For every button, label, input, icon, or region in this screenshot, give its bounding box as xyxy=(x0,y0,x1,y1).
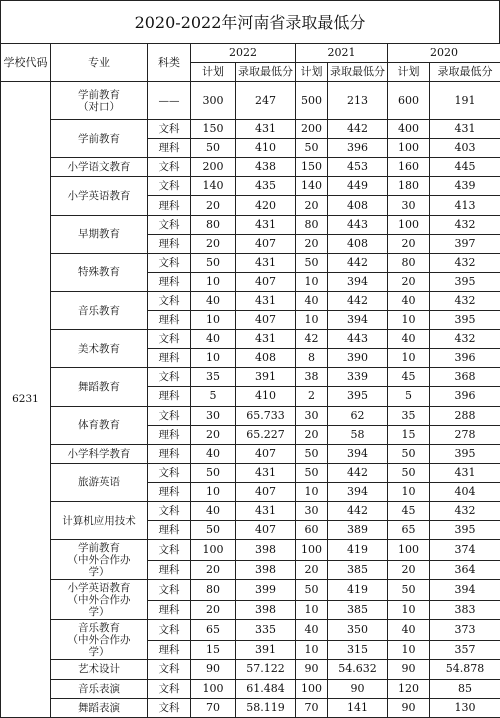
header-year-2020: 2020 xyxy=(388,44,500,63)
subject-cell: 文科 xyxy=(148,580,191,601)
value-cell: 10 xyxy=(296,641,328,660)
value-cell: 431 xyxy=(236,501,296,520)
subject-cell: 理科 xyxy=(148,272,191,291)
major-cell: 计算机应用技术 xyxy=(51,501,148,539)
value-cell: 395 xyxy=(328,387,388,406)
value-cell: 62 xyxy=(328,406,388,425)
table-row xyxy=(1,620,500,641)
value-cell: 10 xyxy=(296,311,328,330)
value-cell: 45 xyxy=(388,368,430,387)
value-cell: 130 xyxy=(430,698,500,717)
value-cell: 442 xyxy=(328,463,388,482)
table-row xyxy=(1,82,500,101)
value-cell: 398 xyxy=(236,561,296,580)
header-subject: 科类 xyxy=(148,44,191,82)
value-cell: 357 xyxy=(430,641,500,660)
value-cell: 20 xyxy=(191,601,236,620)
header-school-code: 学校代码 xyxy=(1,44,51,82)
subject-cell: 理科 xyxy=(148,521,191,540)
subject-cell: 理科 xyxy=(148,196,191,215)
value-cell: 2 xyxy=(296,387,328,406)
major-cell: 小学语文教育 xyxy=(51,158,148,177)
value-cell: 15 xyxy=(191,641,236,660)
value-cell: 335 xyxy=(236,620,296,641)
value-cell: 141 xyxy=(328,698,388,717)
value-cell: 42 xyxy=(296,330,328,349)
subject-cell: 文科 xyxy=(148,215,191,234)
value-cell: 383 xyxy=(430,601,500,620)
major-cell: 音乐教育 （中外合作办 学） xyxy=(51,620,148,660)
subject-cell: 理科 xyxy=(148,482,191,501)
value-cell: 391 xyxy=(236,641,296,660)
value-cell: 80 xyxy=(388,253,430,272)
value-cell: 443 xyxy=(328,215,388,234)
value-cell: 432 xyxy=(430,291,500,310)
value-cell: 395 xyxy=(430,444,500,463)
value-cell: 431 xyxy=(236,463,296,482)
value-cell: 394 xyxy=(328,272,388,291)
major-cell: 学前教育 xyxy=(51,120,148,158)
value-cell: 50 xyxy=(388,580,430,601)
header-plan: 计划 xyxy=(191,63,236,82)
major-cell: 体育教育 xyxy=(51,406,148,444)
value-cell: 395 xyxy=(430,272,500,291)
value-cell: 65 xyxy=(191,620,236,641)
value-cell: 395 xyxy=(430,311,500,330)
value-cell: 438 xyxy=(236,158,296,177)
value-cell: 396 xyxy=(430,387,500,406)
value-cell: 442 xyxy=(328,253,388,272)
value-cell: 389 xyxy=(328,521,388,540)
major-cell: 小学英语教育 （中外合作办 学） xyxy=(51,580,148,620)
major-cell: 音乐教育 xyxy=(51,291,148,329)
value-cell: 40 xyxy=(388,620,430,641)
major-cell: 学前教育 （对口） xyxy=(51,82,148,120)
value-cell: 40 xyxy=(388,330,430,349)
value-cell: 38 xyxy=(296,368,328,387)
value-cell: 20 xyxy=(191,561,236,580)
value-cell: 80 xyxy=(191,580,236,601)
value-cell: 10 xyxy=(191,349,236,368)
value-cell: 397 xyxy=(430,234,500,253)
subject-cell: 文科 xyxy=(148,177,191,196)
major-cell: 舞蹈表演 xyxy=(51,698,148,717)
value-cell: 50 xyxy=(388,444,430,463)
value-cell: 407 xyxy=(236,234,296,253)
value-cell: 180 xyxy=(388,177,430,196)
value-cell: 60 xyxy=(296,521,328,540)
table-row xyxy=(1,444,500,463)
value-cell: 120 xyxy=(388,679,430,698)
value-cell: 600 xyxy=(388,82,430,120)
value-cell: 40 xyxy=(191,444,236,463)
value-cell: 431 xyxy=(430,463,500,482)
value-cell: 10 xyxy=(191,482,236,501)
value-cell: 394 xyxy=(328,444,388,463)
value-cell: 50 xyxy=(388,463,430,482)
value-cell: 65.227 xyxy=(236,425,296,444)
value-cell: 396 xyxy=(328,139,388,158)
subject-cell: 理科 xyxy=(148,561,191,580)
subject-cell: 理科 xyxy=(148,641,191,660)
header-min-score: 录取最低分 xyxy=(328,63,388,82)
subject-cell: 文科 xyxy=(148,660,191,679)
value-cell: 403 xyxy=(430,139,500,158)
value-cell: 431 xyxy=(236,253,296,272)
value-cell: 100 xyxy=(191,540,236,561)
subject-cell: 文科 xyxy=(148,463,191,482)
value-cell: 413 xyxy=(430,196,500,215)
value-cell: 50 xyxy=(296,444,328,463)
major-cell: 特殊教育 xyxy=(51,253,148,291)
value-cell: 432 xyxy=(430,501,500,520)
table-row xyxy=(1,660,500,679)
subject-cell: 文科 xyxy=(148,406,191,425)
major-cell: 舞蹈教育 xyxy=(51,368,148,406)
table-row xyxy=(1,463,500,482)
value-cell: 50 xyxy=(191,253,236,272)
value-cell: 10 xyxy=(388,482,430,501)
value-cell: 15 xyxy=(388,425,430,444)
value-cell: 20 xyxy=(296,425,328,444)
subject-cell: 文科 xyxy=(148,330,191,349)
value-cell: 140 xyxy=(296,177,328,196)
header-min-score: 录取最低分 xyxy=(430,63,500,82)
value-cell: 54.632 xyxy=(328,660,388,679)
value-cell: 385 xyxy=(328,561,388,580)
value-cell: 57.122 xyxy=(236,660,296,679)
value-cell: 407 xyxy=(236,444,296,463)
major-cell: 小学英语教育 xyxy=(51,177,148,215)
value-cell: 439 xyxy=(430,177,500,196)
value-cell: 442 xyxy=(328,291,388,310)
value-cell: 400 xyxy=(388,120,430,139)
school-code-cell: 6231 xyxy=(1,82,51,718)
subject-cell: 文科 xyxy=(148,120,191,139)
value-cell: 10 xyxy=(388,601,430,620)
value-cell: 5 xyxy=(191,387,236,406)
table-row xyxy=(1,406,500,425)
value-cell: 407 xyxy=(236,521,296,540)
value-cell: 40 xyxy=(388,291,430,310)
value-cell: 90 xyxy=(191,660,236,679)
value-cell: 278 xyxy=(430,425,500,444)
table-row xyxy=(1,540,500,561)
major-cell: 美术教育 xyxy=(51,330,148,368)
table-row xyxy=(1,679,500,698)
value-cell: 431 xyxy=(430,120,500,139)
value-cell: 410 xyxy=(236,387,296,406)
value-cell: 390 xyxy=(328,349,388,368)
value-cell: 30 xyxy=(296,406,328,425)
page-title: 2020-2022年河南省录取最低分 xyxy=(0,0,500,43)
value-cell: 432 xyxy=(430,215,500,234)
value-cell: 391 xyxy=(236,368,296,387)
value-cell: 90 xyxy=(296,660,328,679)
value-cell: 45 xyxy=(388,501,430,520)
value-cell: 70 xyxy=(296,698,328,717)
value-cell: 20 xyxy=(388,234,430,253)
table-row xyxy=(1,158,500,177)
value-cell: 213 xyxy=(328,82,388,120)
header-row-years xyxy=(1,44,500,63)
value-cell: 200 xyxy=(296,120,328,139)
value-cell: 431 xyxy=(236,291,296,310)
value-cell: 394 xyxy=(430,580,500,601)
value-cell: 54.878 xyxy=(430,660,500,679)
value-cell: 90 xyxy=(388,660,430,679)
subject-cell: 理科 xyxy=(148,387,191,406)
value-cell: 385 xyxy=(328,601,388,620)
value-cell: 160 xyxy=(388,158,430,177)
value-cell: 85 xyxy=(430,679,500,698)
major-cell: 艺术设计 xyxy=(51,660,148,679)
table-row xyxy=(1,215,500,234)
subject-cell: 文科 xyxy=(148,540,191,561)
value-cell: 398 xyxy=(236,601,296,620)
value-cell: 315 xyxy=(328,641,388,660)
subject-cell: 文科 xyxy=(148,253,191,272)
value-cell: 395 xyxy=(430,521,500,540)
major-cell: 学前教育 （中外合作办 学） xyxy=(51,540,148,580)
value-cell: 20 xyxy=(296,196,328,215)
table-row xyxy=(1,120,500,139)
table-row xyxy=(1,291,500,310)
value-cell: 50 xyxy=(296,139,328,158)
value-cell: 443 xyxy=(328,330,388,349)
value-cell: 408 xyxy=(328,196,388,215)
value-cell: 58.119 xyxy=(236,698,296,717)
value-cell: 373 xyxy=(430,620,500,641)
value-cell: 374 xyxy=(430,540,500,561)
value-cell: 140 xyxy=(191,177,236,196)
value-cell: 100 xyxy=(296,679,328,698)
value-cell: 65.733 xyxy=(236,406,296,425)
value-cell: 407 xyxy=(236,482,296,501)
value-cell: 350 xyxy=(328,620,388,641)
table-row xyxy=(1,253,500,272)
subject-cell: 理科 xyxy=(148,234,191,253)
subject-cell: 文科 xyxy=(148,501,191,520)
value-cell: 40 xyxy=(296,291,328,310)
value-cell: 10 xyxy=(296,601,328,620)
subject-cell: 文科 xyxy=(148,679,191,698)
value-cell: 65 xyxy=(388,521,430,540)
value-cell: 50 xyxy=(296,253,328,272)
value-cell: 20 xyxy=(191,196,236,215)
value-cell: 435 xyxy=(236,177,296,196)
major-cell: 音乐表演 xyxy=(51,679,148,698)
subject-cell: 理科 xyxy=(148,139,191,158)
header-plan: 计划 xyxy=(296,63,328,82)
value-cell: 50 xyxy=(296,463,328,482)
major-cell: 小学科学教育 xyxy=(51,444,148,463)
value-cell: 20 xyxy=(191,425,236,444)
value-cell: 100 xyxy=(296,540,328,561)
value-cell: 150 xyxy=(296,158,328,177)
value-cell: 58 xyxy=(328,425,388,444)
value-cell: 407 xyxy=(236,311,296,330)
table-row xyxy=(1,330,500,349)
value-cell: 339 xyxy=(328,368,388,387)
value-cell: 30 xyxy=(191,406,236,425)
value-cell: 10 xyxy=(296,482,328,501)
header-min-score: 录取最低分 xyxy=(236,63,296,82)
value-cell: 100 xyxy=(191,679,236,698)
value-cell: 30 xyxy=(296,501,328,520)
value-cell: 8 xyxy=(296,349,328,368)
value-cell: 20 xyxy=(191,234,236,253)
value-cell: 398 xyxy=(236,540,296,561)
value-cell: 100 xyxy=(388,540,430,561)
value-cell: 10 xyxy=(388,311,430,330)
subject-cell: 文科 xyxy=(148,158,191,177)
value-cell: 10 xyxy=(388,349,430,368)
value-cell: 431 xyxy=(236,120,296,139)
value-cell: 394 xyxy=(328,311,388,330)
value-cell: 40 xyxy=(191,501,236,520)
table-row xyxy=(1,177,500,196)
value-cell: 453 xyxy=(328,158,388,177)
subject-cell: 理科 xyxy=(148,601,191,620)
value-cell: 191 xyxy=(430,82,500,120)
value-cell: 90 xyxy=(388,698,430,717)
value-cell: 364 xyxy=(430,561,500,580)
header-plan: 计划 xyxy=(388,63,430,82)
value-cell: 449 xyxy=(328,177,388,196)
value-cell: 80 xyxy=(191,215,236,234)
table-row xyxy=(1,501,500,520)
value-cell: 445 xyxy=(430,158,500,177)
value-cell: 20 xyxy=(388,272,430,291)
subject-cell: —— xyxy=(148,82,191,120)
subject-cell: 理科 xyxy=(148,425,191,444)
value-cell: 100 xyxy=(388,139,430,158)
value-cell: 408 xyxy=(236,349,296,368)
subject-cell: 文科 xyxy=(148,368,191,387)
value-cell: 419 xyxy=(328,580,388,601)
value-cell: 200 xyxy=(191,158,236,177)
value-cell: 300 xyxy=(191,82,236,120)
subject-cell: 理科 xyxy=(148,444,191,463)
value-cell: 419 xyxy=(328,540,388,561)
value-cell: 408 xyxy=(328,234,388,253)
value-cell: 420 xyxy=(236,196,296,215)
value-cell: 100 xyxy=(388,215,430,234)
value-cell: 40 xyxy=(191,291,236,310)
subject-cell: 文科 xyxy=(148,291,191,310)
value-cell: 20 xyxy=(296,561,328,580)
subject-cell: 理科 xyxy=(148,349,191,368)
value-cell: 10 xyxy=(191,272,236,291)
value-cell: 35 xyxy=(191,368,236,387)
value-cell: 5 xyxy=(388,387,430,406)
value-cell: 396 xyxy=(430,349,500,368)
table-row xyxy=(1,580,500,601)
value-cell: 50 xyxy=(191,521,236,540)
value-cell: 10 xyxy=(191,311,236,330)
value-cell: 61.484 xyxy=(236,679,296,698)
value-cell: 399 xyxy=(236,580,296,601)
value-cell: 50 xyxy=(191,463,236,482)
major-cell: 旅游英语 xyxy=(51,463,148,501)
value-cell: 500 xyxy=(296,82,328,120)
value-cell: 394 xyxy=(328,482,388,501)
value-cell: 407 xyxy=(236,272,296,291)
value-cell: 150 xyxy=(191,120,236,139)
value-cell: 70 xyxy=(191,698,236,717)
value-cell: 431 xyxy=(236,215,296,234)
value-cell: 50 xyxy=(191,139,236,158)
subject-cell: 文科 xyxy=(148,620,191,641)
value-cell: 20 xyxy=(296,234,328,253)
value-cell: 30 xyxy=(388,196,430,215)
value-cell: 288 xyxy=(430,406,500,425)
value-cell: 432 xyxy=(430,330,500,349)
value-cell: 50 xyxy=(296,580,328,601)
value-cell: 90 xyxy=(328,679,388,698)
table-row xyxy=(1,368,500,387)
score-table xyxy=(0,43,500,718)
header-major: 专业 xyxy=(51,44,148,82)
value-cell: 404 xyxy=(430,482,500,501)
value-cell: 442 xyxy=(328,501,388,520)
value-cell: 247 xyxy=(236,82,296,120)
value-cell: 10 xyxy=(296,272,328,291)
value-cell: 40 xyxy=(191,330,236,349)
value-cell: 40 xyxy=(296,620,328,641)
value-cell: 410 xyxy=(236,139,296,158)
value-cell: 20 xyxy=(388,561,430,580)
value-cell: 368 xyxy=(430,368,500,387)
subject-cell: 文科 xyxy=(148,698,191,717)
value-cell: 35 xyxy=(388,406,430,425)
header-year-2021: 2021 xyxy=(296,44,388,63)
value-cell: 432 xyxy=(430,253,500,272)
value-cell: 442 xyxy=(328,120,388,139)
value-cell: 431 xyxy=(236,330,296,349)
value-cell: 80 xyxy=(296,215,328,234)
value-cell: 10 xyxy=(388,641,430,660)
major-cell: 早期教育 xyxy=(51,215,148,253)
subject-cell: 理科 xyxy=(148,311,191,330)
header-year-2022: 2022 xyxy=(191,44,296,63)
